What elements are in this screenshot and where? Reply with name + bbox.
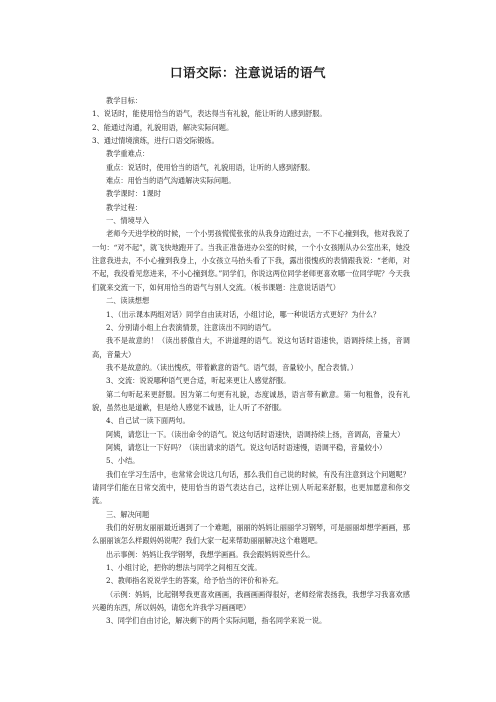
paragraph: 出示事例：妈妈让我学钢琴，我想学画画。我会跟妈妈说些什么。 xyxy=(106,549,315,559)
paragraph: 教学重难点： xyxy=(106,149,150,159)
document-body xyxy=(92,94,410,628)
paragraph: 1、小组讨论，把你的想法与同学之间相互交流。 xyxy=(106,563,262,573)
paragraph: 三、解决问题 xyxy=(106,509,150,519)
paragraph: 我们在学习生活中，也常常会说这几句话，那么我们自己说的时候，有没有注意到这个问题呢？请同学们能在日常交流中，使用恰当的语气表达自己，这样让别人听起来舒服，也更加愿意和你交流。 xyxy=(92,469,410,506)
paragraph: 3、同学们自由讨论，解决剩下的两个实际问题，指名同学来说一说。 xyxy=(106,616,327,626)
document-title: 口语交际：注意说话的语气 xyxy=(169,65,326,80)
paragraph: 难点：用恰当的语气沟通解决实际问题。 xyxy=(106,176,236,186)
paragraph: 4、自己试一读下面两句。 xyxy=(106,416,190,426)
paragraph: 二、读读想想 xyxy=(106,296,150,306)
paragraph: （示例：妈妈，比起钢琴我更喜欢画画，我画画画得很好，老师经常表扬我，我想学习我喜欢感兴趣的东西，所以妈妈，请您允许我学习画画吧） xyxy=(92,589,410,613)
paragraph: 阿姨，请您让一下好吗？（读出请求的语气。说这句话时语速慢，语调平稳，音量较小） xyxy=(106,442,387,452)
paragraph: 第二句听起来更舒服。因为第二句更有礼貌，态度诚恳，语言带有歉意。第一句粗鲁，没有礼貌，虽然也是道歉，但是给人感觉不诚恳，让人听了不舒服。 xyxy=(92,389,410,412)
paragraph: 阿姨，请您让一下。（读出命令的语气。说这句话时语速快，语调持续上扬，音调高，音量大） xyxy=(106,429,405,439)
paragraph: 2、能通过沟通，礼貌用语，解决实际问题。 xyxy=(92,122,234,132)
paragraph: 教学过程： xyxy=(106,202,142,212)
paragraph: 教学目标： xyxy=(106,96,142,105)
paragraph: 教学课时：1课时 xyxy=(106,189,161,199)
paragraph: 2、教师指名说说学生的答案，给予恰当的评价和补充。 xyxy=(106,576,284,586)
paragraph: 5、小结。 xyxy=(106,456,140,466)
paragraph: 3、交流：说说哪种语气更合适，听起来更让人感觉舒服。 xyxy=(106,376,291,386)
paragraph: 我不是故意的。（读出愧疚，带着歉意的语气。语气弱，音量较小，配合表情。） xyxy=(106,362,358,372)
paragraph: 我不是故意的！（读出骄傲自大，不讲道理的语气。说这句话时语速快，语调持续上扬，音调高，音量大） xyxy=(92,336,410,359)
paragraph: 1、（出示课本两组对话）同学自由读对话，小组讨论，哪一种说话方式更好？为什么？ xyxy=(106,309,381,319)
paragraph: 我们的好朋友丽丽最近遇到了一个难题，丽丽的妈妈让丽丽学习钢琴，可是丽丽却想学画画，那么丽丽该怎么样跟妈妈说呢？我们大家一起来帮助丽丽解决这个难题吧。 xyxy=(92,523,410,546)
paragraph: 一、情境导入 xyxy=(106,216,150,226)
paragraph: 重点：说话时，使用恰当的语气，礼貌用语，让听的人感到舒服。 xyxy=(106,162,315,172)
paragraph: 2、分别请小组上台表演情景，注意读出不同的语气。 xyxy=(106,322,276,332)
paragraph: 1、说话时，能使用恰当的语气，表达得当有礼貌，能让听的人感到舒服。 xyxy=(92,109,327,119)
paragraph: 老师今天进学校的时候，一个小男孩慌慌张张的从我身边跑过去，一不下心撞到我，他对我说了一句：“对不起”，就飞快地跑开了。当我正准备进办公室的时候，一个小女孩刚从办公室出来，她没注意我进去，不小心撞到我身上，小女孩立马抬头看了下我，露出很愧疚的表情跟我说：“老师，对不起，我没看见您进来，不小心撞到您。”同学们，你说这两位同学老师更喜欢哪一位同学呢？今天我们就来交流一下，如何用恰当的语气与别人交流。（板书课题：注意说话语气） xyxy=(92,229,410,292)
paragraph: 3、通过情境演练，进行口语交际锻炼。 xyxy=(92,136,219,146)
